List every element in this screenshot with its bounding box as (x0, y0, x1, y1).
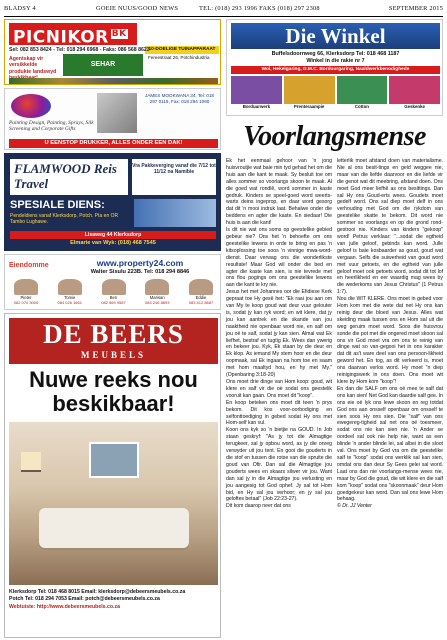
sehar-logo: SEHAR (63, 54, 143, 76)
property-logo: Eiendomme (9, 262, 49, 269)
article-paragraph: Is dit nie wat ons soms op geestelike gebied gebeur nie? Ons het 'n behoefte om ons geestelike lewens in orde te bring en pas 'n kitsoplossing toe soos 'n vinnige mwa-word-dienst. Daar verwag ons die wonderlikste resultate! Maar God wil onder die bed en agter die kaste kan sien, is nie tevrede met ons flou pogings om ons geestelike lewens aan die kant te kry nie. (226, 227, 332, 289)
section-name: GOEIE NUUS/GOOD NEWS (96, 5, 179, 12)
agent-card: Tomie 084 026 1661 (53, 279, 87, 309)
contact-info: TEL: (018) 293 1996 FAKS (018) 297 2308 (199, 5, 320, 12)
product-tile: Prenteraampie (284, 76, 335, 114)
picnikor-agent-text: Agentskap vir versikkelde produkte landswyd (9, 56, 57, 75)
avatar (145, 279, 169, 295)
article-column-2 (337, 158, 443, 510)
winkel-bar: Wol, Hekelgaring, D.M.C. Borduurgaring, Naaldwerkbenodighede (231, 66, 440, 74)
debeers-ad (4, 313, 221, 638)
picnikor-ad (4, 19, 221, 85)
debeers-headline: Nuwe reeks nou beskikbaar! (29, 367, 198, 416)
property-ad (4, 254, 221, 310)
painting-logo-icon (11, 94, 51, 118)
debeers-contact: Klerksdorp Tel: 018 468 8015 Email: klerksdorp@debeersmeubels.co.za Potch Tel: 018 294 7053 Email: potch@debeersmeubels.co.za Webtuiste: http://www.debeersmeubels.co.za (9, 589, 186, 610)
article-paragraph: Jesus het met Johannes oor die Efidiese Kerk gepraat toe Hy gesê het: "Ek raai jou aan om van My te koop goud wat deur vuur gelouter is, sodat jy kan ryk word; en wit klere, dat jy jou kan aantrek en die skande van jou naaktheid nie openbaar word nie, en salf om jou oë te salf, sodat jy kan sien. Almal wat Ek liefhet, bestraf en tugtig Ek. Wees dan ywerig en bekeer jou. Kyk, Ek staan by die deur en Ek klop. As iemand My stem hoor en die deur oopmaak, sal Ek ingaan na hom toe en saam met hom maaltyd hou, en hy met My." (Openbaring 3:18-20) (226, 289, 332, 379)
picnikor-tagline: 10-DOELIGE TUINAPPARAAT (145, 46, 219, 54)
product-tile: Geskenke (389, 76, 440, 114)
product-tile: Cotton (337, 76, 388, 114)
article-paragraph: En koop beteken ons moet dit teen 'n prys bekom. Dit kos voor-oorbodiging en selfonttoediging in gebed sodat Hy ons met Hom-self kan vul. (226, 399, 332, 427)
agent-card: Marisan 084 246 8893 (140, 279, 174, 309)
debeers-logo: DE BEERS MEUBELS (9, 318, 218, 364)
avatar (14, 279, 38, 295)
article-paragraph: En dan die SALF om ons oë mee te salf dat ons kan sien! Net God kan daardie salf gee. In ons eie oë lyk ons lewe skoon en reg totdat God ons aan onsself openbaar om onsself te sien soos Hy ons sien. Die "salf" van ons ewegereg-tigheid sal net ons oë toesmeer, sodat ons nie kan sien nie. 'n Ander se oordeel sal ook nie help nie, want as een blinde 'n ander blinde lei, sal albei in die sloot val. Ons moet by God vra om die geestelike salf te "koop" sodat ons werklik sal kan sien, omdat ons dan deur Sy Gees gelei sal word. Laat ons dan nie voorlangs-mense wees nie, maar by God die goud, die wit klere en die salf kom "koop" sodat ons "skoonmaak" deur Hom goedgekeur kan word. Dan sal ons lewe Hom behaag. (337, 385, 443, 503)
article-paragraph: © Dr. JJ Venter (337, 503, 372, 510)
article-title: Voorlangsmense (243, 121, 426, 152)
page-header (4, 3, 443, 17)
property-contact: Walter Sisulu 223B. Tel: 018 294 8846 (90, 269, 190, 275)
article-paragraph: Ons moet drie dinge van Hom koop: goud, wit klere en salf vir die oë sodat ons geestelik vooruit kan gaan. Ons moet dit "koop". (226, 379, 332, 399)
article-paragraph: letterlik moet afstand doen van materialisme. Nie al ons besit-tings en geld weggee nie, maar van die liefde daarvoor en die liefde vir die genot wat dit meebring, afstand doen. Ons moet God meer liefhê as ons besittings. Dan sal Hy ons Goud-erts wees. Goudets moet gedelf word. Ons sal diep moet delf in ons verhouding met God om die rykdom van geestelike skatte te bekom. Dit word nie sommer so voorlangs en op die grond rond-gestrooi nie. Kinders van kinders "gekoop" word! Petrus verklaar: "...sodat die egtheid van julle geloof, gebinds kan word. Julle geloof is baie kosbaarder as goud, goud wat vergaan. Selfs die suiwerheid van goud word met vuur getoets, en die egtheid van julle geloof moet ook getoets word, sodat dit tot lof en heerlikheid en eer waardig mag wees by die wederkoms van Jesus Christus" (1 Petrus 1:7). (337, 158, 443, 296)
page-number: BLADSY 4 (4, 5, 36, 12)
painting-contact: JAMES MOOKWANA 34, Tel: 018 297 0119, Fax: 018 294 1060 (145, 93, 214, 104)
header-rule (4, 16, 443, 17)
product-strip (9, 78, 218, 84)
picnikor-address: Fereestraat 26, Potchindustria (148, 55, 210, 60)
painting-ad (4, 88, 221, 150)
painting-banner: U EENSTOP DRUKKER, ALLES ONDER EEN DAK! (9, 139, 218, 148)
article-paragraph: Ek het eenmaal gehoor van 'n jong huisvroutjie wat baie min tyd gehad het om die huis aan die kant te maak. Sy besluit toe om alles sommer so voorlangs skoon te maak. Al die goed wat rondlê, word sommer in kaste gedruk. Kinders se speel-goed word weerts-warts deins ingeprop, en daar word gesorg dat dit 'n mooi indruk laat. Behalwe onder die beddens en agter die kaste. En siedaar! Die huis is aan die kant! (226, 158, 332, 227)
article-column-1 (226, 158, 332, 510)
avatar (189, 279, 213, 295)
flamwood-logo: FLAMWOOD Reis Travel (10, 159, 128, 195)
article-paragraph: Nou die WIT KLERE. Ons moet in gebed voor Hom kom met die wete dat net Hy ons kan reinig deur die bloed van Jesus. Alles wat skeiding maak tussen ons en Hom sal uit die weg geruim moet word. Soos die huisvrou sonde die pot met die ongered moet skoon sal ons vir God moet vra om ons te reinig van dinge wat so van-gegooi het in ons karakter dat dit as't ware deel van ons persoon-likheid geword het. En tog, as dit verkeerd is, moet ons daarvan verlos word. Hy moet "n diep reinigingswerk in ons doen. Ons moet wit klere by Hom kom "koop"! (337, 296, 443, 385)
sofa-icon (39, 508, 189, 548)
article-paragraph: Dit kom daarop neer dat ons (226, 503, 291, 510)
property-url: www.property24.com (96, 258, 184, 268)
winkel-address: Buffelsdoornweg 66, Klerksdorp Tel: 018 468 1187 Winkel in die rakie nr 7 (271, 51, 400, 64)
lamp-icon (21, 452, 41, 510)
flamwood-promo: Vra Pakkeverging vanaf die 7/12 tot 11/12 na Namibie (132, 159, 216, 195)
picnikor-logo: PICNIKOR $^{BK}$ (9, 23, 137, 45)
picnikor-phone: Sel: 082 853 8424 - Tel: 018 294 6968 - Faks: 086 568 8623 (9, 47, 150, 53)
agent-list (9, 279, 218, 309)
flamwood-ad (4, 153, 221, 251)
product-tile: Borduurwerk (231, 76, 282, 114)
avatar (102, 279, 126, 295)
flamwood-special-title: SPESIALE DIENS: (10, 199, 105, 211)
issue-date: SEPTEMBER 2015 (388, 5, 443, 12)
winkel-items (231, 76, 440, 114)
furniture-photo (9, 422, 218, 585)
winkel-logo: Die Winkel (231, 23, 440, 49)
agent-card: Pieter 082 070 3000 (9, 279, 43, 309)
article-paragraph: Koon ons kyk so 'n bietjie na GOUD. In Job staan geskryf: "As jy tot die Almagtige terugkeer, sal jy opbou word, as jy die onreg verwyder uit jou tent. En gooi die gouderts in die stof en tussen die rotse van die spruite die goud van Ofir. Dan sal die Almagtige jou gouderts wees en skaars silwer vir jou. Want dan sal jy in die Almagtige jou verlusting en jou aangesig tot God ophef. Jy sal tot Hom bid, en Hy sal jou verhoor; en jy sal jou geloftes betaal" (Job 22:23-27). (226, 427, 332, 503)
flamwood-special-sub: Pendeldiens vanaf Klerksdorp, Potch. Pta en OR Tambo Lughawe. (10, 213, 119, 226)
painting-description: Painting Design, Painting, Sprays, Silk Screening and Corporate Gifts (9, 120, 94, 133)
printer-photo (97, 93, 137, 133)
flamwood-contact: Elmarie van Wyk: (018) 468 7545 (70, 240, 156, 246)
flamwood-address: Lisaweg 44 Klerksdorp (10, 231, 216, 239)
avatar (58, 279, 82, 295)
agent-card: Eddie 083 412 8687 (184, 279, 218, 309)
winkel-ad (226, 19, 443, 116)
flamwood-image (134, 199, 216, 227)
wall-picture (89, 442, 139, 478)
agent-card: Ben 082 569 9587 (97, 279, 131, 309)
